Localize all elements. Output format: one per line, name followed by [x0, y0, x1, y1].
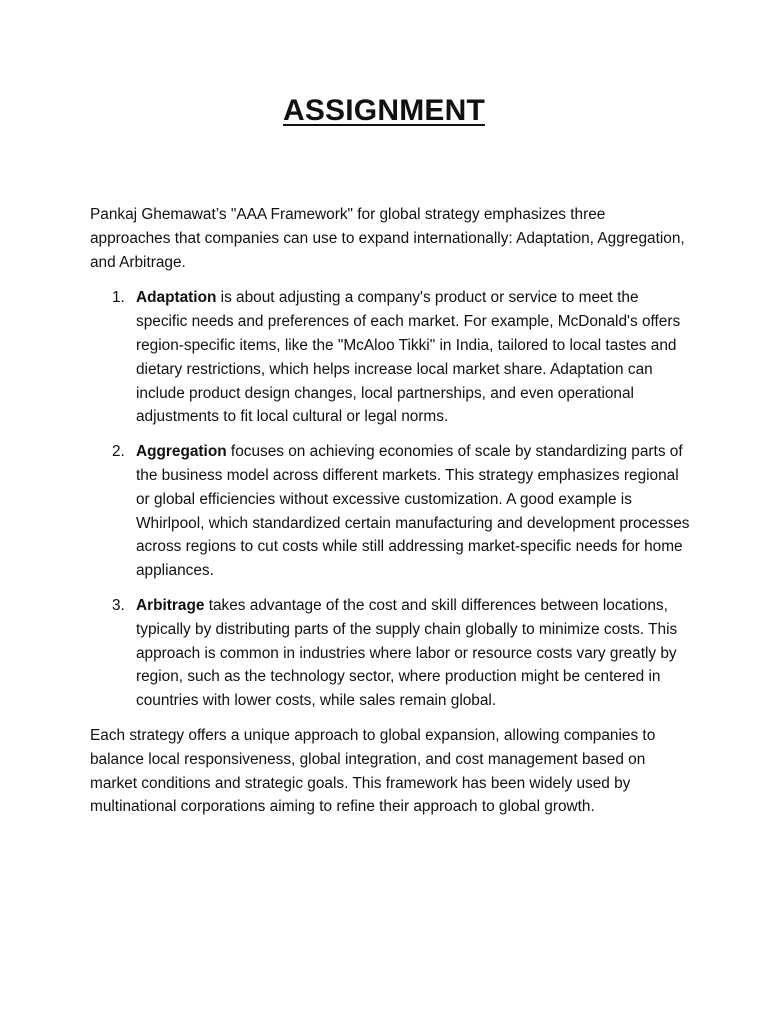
- description-aggregation: focuses on achieving economies of scale by standardizing parts of the business model across different markets. This strategy emphasizes regional or global efficiencies without excessive customization. A good example is Whirlpool, which standardized certain manufacturing and development processes across regions to cut costs while still addressing market-specific needs for home appliances.: [136, 443, 690, 580]
- term-adaptation: Adaptation: [136, 289, 217, 307]
- list-number: 2.: [112, 443, 125, 461]
- list-item-adaptation: [90, 286, 690, 429]
- list-item-aggregation: [90, 440, 690, 583]
- document-title: ASSIGNMENT: [282, 94, 485, 127]
- strategy-list: [90, 286, 690, 713]
- list-item-arbitrage: [90, 594, 690, 713]
- term-arbitrage: Arbitrage: [136, 596, 205, 614]
- list-number: 1.: [112, 289, 125, 307]
- conclusion-paragraph: Each strategy offers a unique approach to global expansion, allowing companies to balance local responsiveness, global integration, and cost management based on market conditions and strategic goals. This framework has been widely used by multinational corporations aiming to refine their approach to global growth.: [90, 726, 656, 816]
- document-body: [90, 203, 690, 831]
- description-arbitrage: takes advantage of the cost and skill differences between locations, typically by distributing parts of the supply chain globally to minimize costs. This approach is common in industries where labor or resource costs vary greatly by region, such as the technology sector, where production might be centered in countries with lower costs, while sales remain global.: [136, 596, 678, 710]
- term-aggregation: Aggregation: [136, 443, 227, 461]
- list-number: 3.: [112, 596, 125, 614]
- description-adaptation: is about adjusting a company's product or service to meet the specific needs and preferences of each market. For example, McDonald's offers region-specific items, like the "McAloo Tikki" in India, tailored to local tastes and dietary restrictions, which helps increase local market share. Adaptation can include product design changes, local partnerships, and even operational adjustments to fit local cultural or legal norms.: [136, 289, 681, 426]
- intro-paragraph: Pankaj Ghemawat’s "AAA Framework" for global strategy emphasizes three approaches that companies can use to expand internationally: Adaptation, Aggregation, and Arbitrage.: [90, 206, 685, 271]
